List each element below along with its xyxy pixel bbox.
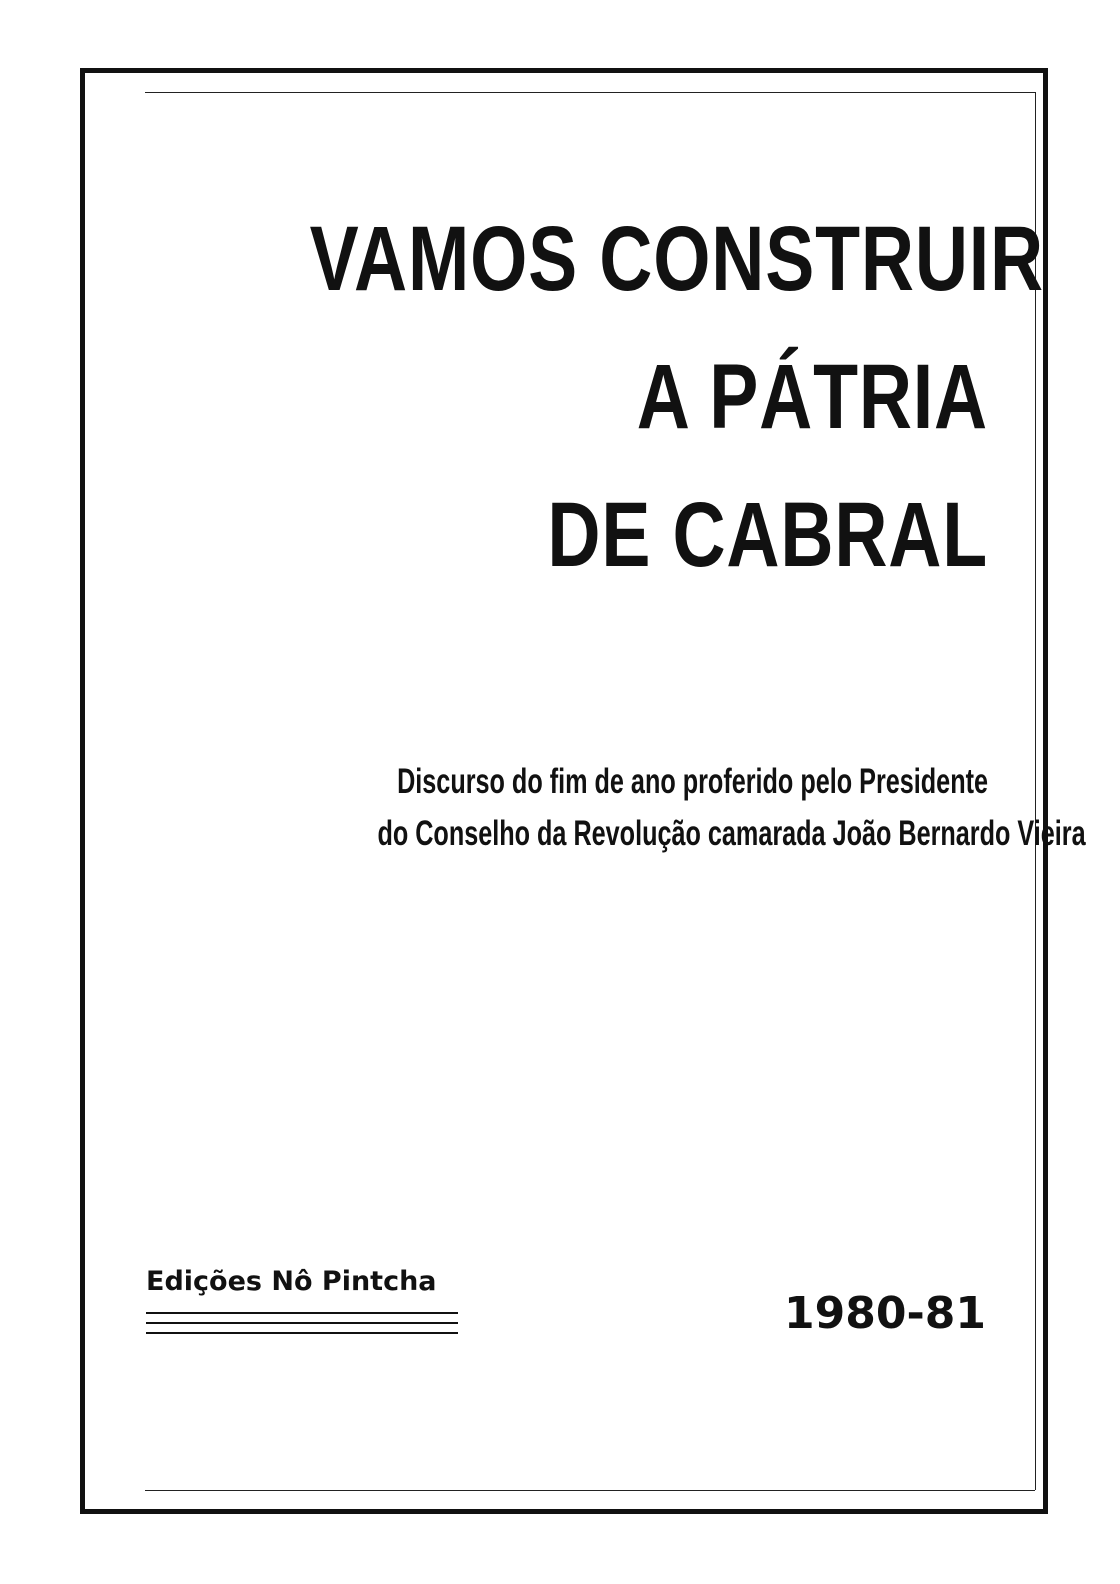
publication-year: 1980-81 bbox=[784, 1288, 986, 1339]
title-line-2: A PÁTRIA bbox=[636, 346, 988, 448]
inner-rule-bottom bbox=[145, 1490, 1035, 1491]
inner-rule-top bbox=[145, 92, 1035, 93]
cover-title bbox=[140, 190, 1044, 604]
cover-subtitle bbox=[140, 756, 1086, 860]
title-line-3: DE CABRAL bbox=[547, 484, 988, 586]
title-line-1: VAMOS CONSTRUIR bbox=[309, 208, 1044, 310]
publisher-rules bbox=[146, 1312, 458, 1340]
publisher-rule-1 bbox=[146, 1312, 458, 1314]
subtitle-line-1: Discurso do fim de ano proferido pelo Presidente bbox=[397, 762, 988, 801]
subtitle-line-2: do Conselho da Revolução camarada João Bernardo Vieira bbox=[377, 814, 1086, 853]
publisher-name: Edições Nô Pintcha bbox=[146, 1266, 437, 1297]
publisher-rule-3 bbox=[146, 1332, 458, 1334]
publisher-rule-2 bbox=[146, 1322, 458, 1324]
